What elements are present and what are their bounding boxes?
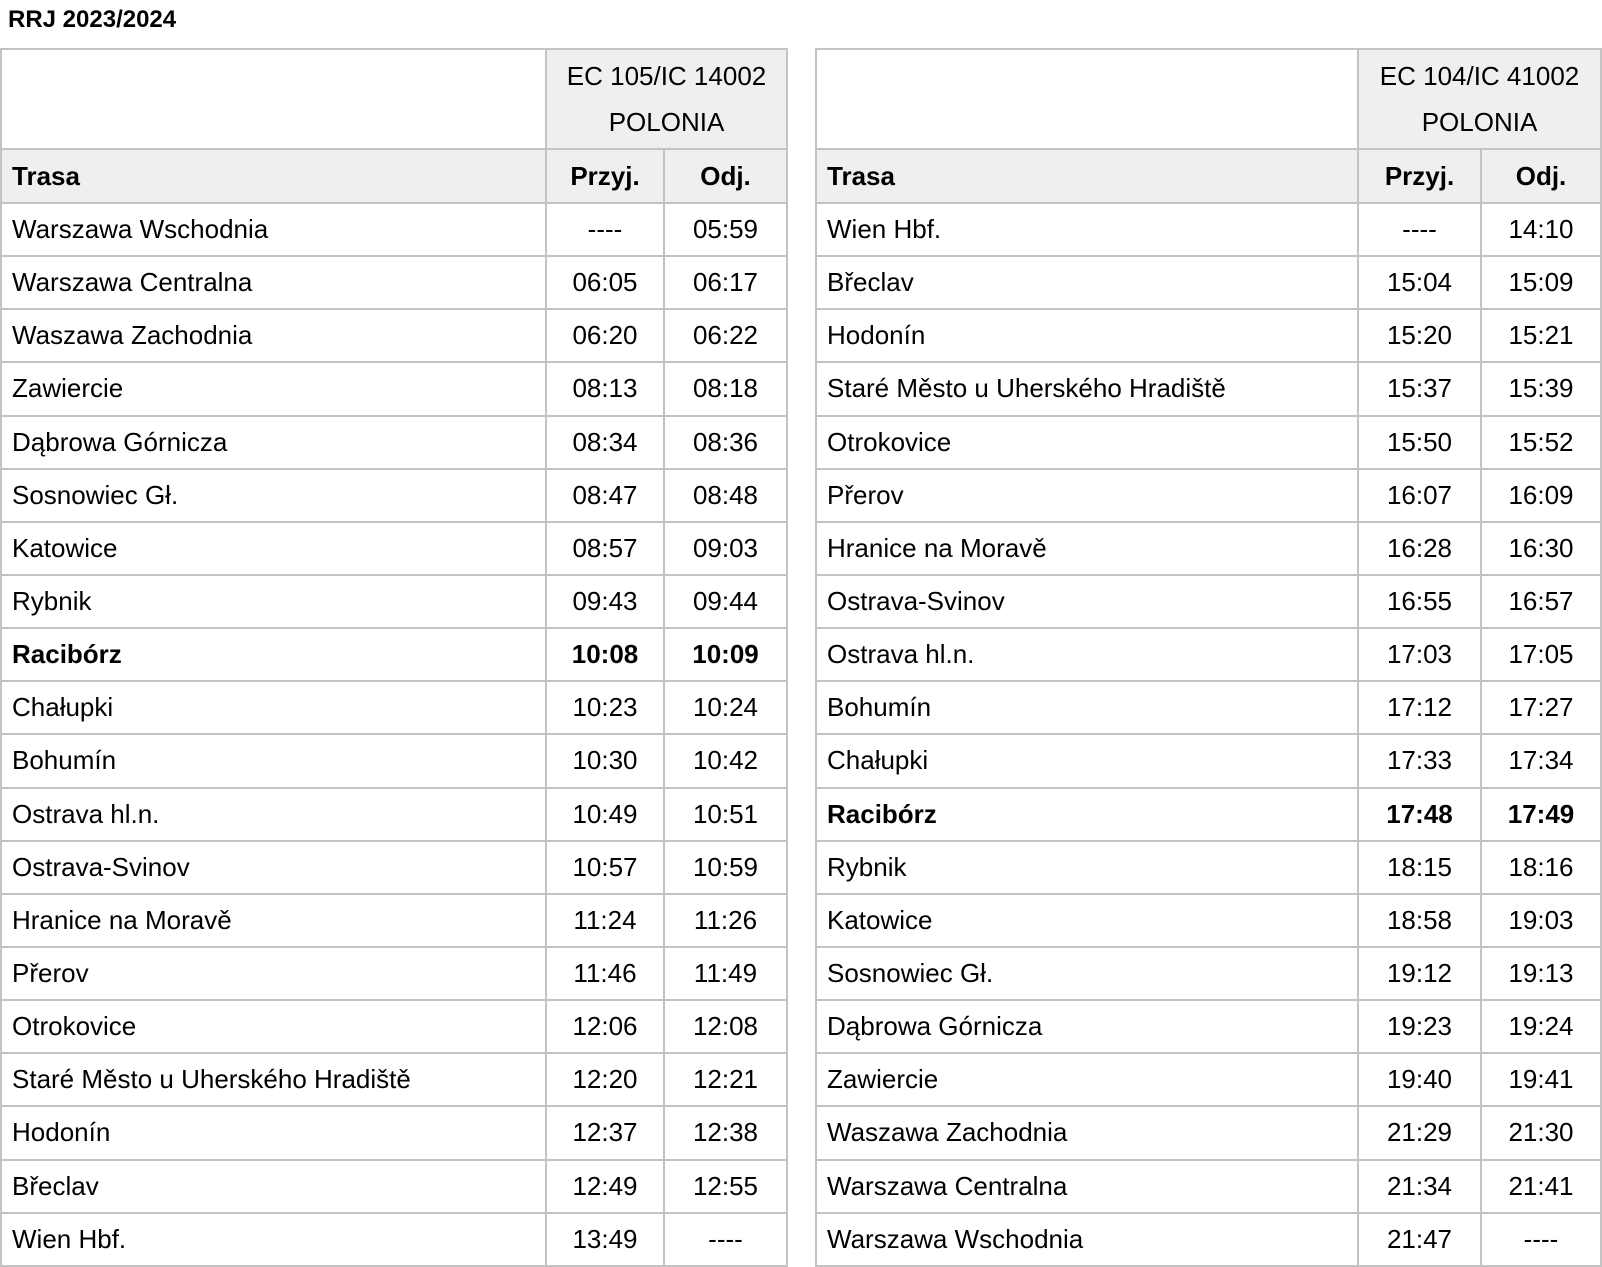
departure-cell: 09:03: [664, 522, 787, 575]
station-cell: Warszawa Wschodnia: [816, 1213, 1358, 1266]
station-row: [816, 681, 1601, 734]
departure-cell: 15:39: [1481, 362, 1601, 415]
departure-cell: 10:24: [664, 681, 787, 734]
departure-cell: 10:42: [664, 734, 787, 787]
station-row: [816, 947, 1601, 1000]
departure-column-header: Odj.: [664, 149, 787, 203]
departure-cell: 10:59: [664, 841, 787, 894]
departure-cell: 17:49: [1481, 788, 1601, 841]
station-cell: Racibórz: [1, 628, 546, 681]
route-column-header: Trasa: [1, 149, 546, 203]
departure-cell: 17:27: [1481, 681, 1601, 734]
station-row: [1, 841, 787, 894]
station-cell: Warszawa Centralna: [1, 256, 546, 309]
station-row: [1, 788, 787, 841]
departure-cell: 10:51: [664, 788, 787, 841]
departure-cell: 09:44: [664, 575, 787, 628]
station-row: [816, 522, 1601, 575]
station-row: [1, 734, 787, 787]
station-cell: Wien Hbf.: [1, 1213, 546, 1266]
arrival-cell: 18:58: [1358, 894, 1481, 947]
station-cell: Zawiercie: [1, 362, 546, 415]
arrival-cell: 15:37: [1358, 362, 1481, 415]
timetable-return: [815, 48, 1602, 1267]
arrival-cell: 16:07: [1358, 469, 1481, 522]
station-row: [816, 575, 1601, 628]
station-cell: Dąbrowa Górnicza: [1, 416, 546, 469]
departure-cell: 19:24: [1481, 1000, 1601, 1053]
arrival-cell: 10:08: [546, 628, 664, 681]
train-header-row: [816, 49, 1601, 149]
arrival-cell: 06:05: [546, 256, 664, 309]
arrival-cell: 21:34: [1358, 1160, 1481, 1213]
arrival-cell: 10:49: [546, 788, 664, 841]
station-cell: Břeclav: [1, 1160, 546, 1213]
arrival-cell: 17:03: [1358, 628, 1481, 681]
station-cell: Rybnik: [816, 841, 1358, 894]
station-cell: Staré Město u Uherského Hradiště: [816, 362, 1358, 415]
departure-cell: 15:09: [1481, 256, 1601, 309]
station-row: [1, 947, 787, 1000]
station-cell: Zawiercie: [816, 1053, 1358, 1106]
arrival-cell: 12:06: [546, 1000, 664, 1053]
departure-cell: 19:03: [1481, 894, 1601, 947]
arrival-cell: 12:20: [546, 1053, 664, 1106]
timetable-outbound: [0, 48, 788, 1267]
station-cell: Waszawa Zachodnia: [1, 309, 546, 362]
station-cell: Rybnik: [1, 575, 546, 628]
station-row: [1, 1000, 787, 1053]
arrival-cell: 13:49: [546, 1213, 664, 1266]
station-cell: Ostrava-Svinov: [1, 841, 546, 894]
station-row: [816, 469, 1601, 522]
arrival-cell: 08:57: [546, 522, 664, 575]
station-cell: Staré Město u Uherského Hradiště: [1, 1053, 546, 1106]
departure-cell: 16:30: [1481, 522, 1601, 575]
blank-spacer: [1, 49, 546, 149]
station-cell: Waszawa Zachodnia: [816, 1106, 1358, 1159]
station-cell: Břeclav: [816, 256, 1358, 309]
station-row: [1, 1053, 787, 1106]
station-row: [816, 894, 1601, 947]
departure-cell: 05:59: [664, 203, 787, 256]
station-row: [1, 203, 787, 256]
arrival-column-header: Przyj.: [1358, 149, 1481, 203]
station-row: [1, 416, 787, 469]
arrival-cell: 15:04: [1358, 256, 1481, 309]
departure-cell: 17:34: [1481, 734, 1601, 787]
departure-cell: ----: [664, 1213, 787, 1266]
station-row: [816, 841, 1601, 894]
station-row: [816, 628, 1601, 681]
arrival-cell: 15:50: [1358, 416, 1481, 469]
departure-cell: 06:17: [664, 256, 787, 309]
station-row: [816, 362, 1601, 415]
departure-cell: 11:26: [664, 894, 787, 947]
station-cell: Chałupki: [1, 681, 546, 734]
station-row: [1, 362, 787, 415]
station-cell: Ostrava hl.n.: [816, 628, 1358, 681]
train-header: [1358, 49, 1601, 149]
station-cell: Katowice: [816, 894, 1358, 947]
train-name: POLONIA: [608, 107, 725, 137]
station-cell: Sosnowiec Gł.: [816, 947, 1358, 1000]
arrival-cell: 16:28: [1358, 522, 1481, 575]
arrival-cell: 15:20: [1358, 309, 1481, 362]
arrival-cell: 10:57: [546, 841, 664, 894]
station-row: [1, 894, 787, 947]
station-cell: Ostrava hl.n.: [1, 788, 546, 841]
station-row: [816, 1053, 1601, 1106]
station-cell: Warszawa Wschodnia: [1, 203, 546, 256]
arrival-cell: 08:47: [546, 469, 664, 522]
station-cell: Přerov: [1, 947, 546, 1000]
arrival-column-header: Przyj.: [546, 149, 664, 203]
arrival-cell: 10:23: [546, 681, 664, 734]
arrival-cell: 08:13: [546, 362, 664, 415]
station-cell: Sosnowiec Gł.: [1, 469, 546, 522]
departure-cell: 15:21: [1481, 309, 1601, 362]
departure-cell: 10:09: [664, 628, 787, 681]
arrival-cell: 19:40: [1358, 1053, 1481, 1106]
arrival-cell: ----: [1358, 203, 1481, 256]
arrival-cell: 12:49: [546, 1160, 664, 1213]
arrival-cell: 09:43: [546, 575, 664, 628]
arrival-cell: 11:24: [546, 894, 664, 947]
arrival-cell: 19:23: [1358, 1000, 1481, 1053]
station-row: [816, 1000, 1601, 1053]
station-cell: Chałupki: [816, 734, 1358, 787]
departure-cell: 17:05: [1481, 628, 1601, 681]
station-row: [816, 1106, 1601, 1159]
departure-cell: 12:08: [664, 1000, 787, 1053]
station-row: [1, 681, 787, 734]
arrival-cell: 18:15: [1358, 841, 1481, 894]
departure-cell: 11:49: [664, 947, 787, 1000]
station-row: [1, 575, 787, 628]
station-row: [1, 522, 787, 575]
departure-cell: 12:55: [664, 1160, 787, 1213]
arrival-cell: 19:12: [1358, 947, 1481, 1000]
column-header-row: [816, 149, 1601, 203]
departure-cell: 08:36: [664, 416, 787, 469]
station-cell: Racibórz: [816, 788, 1358, 841]
station-row: [816, 734, 1601, 787]
station-row: [1, 1160, 787, 1213]
station-row: [1, 1213, 787, 1266]
station-row: [816, 788, 1601, 841]
station-row: [816, 1213, 1601, 1266]
departure-cell: 15:52: [1481, 416, 1601, 469]
arrival-cell: 10:30: [546, 734, 664, 787]
arrival-cell: 12:37: [546, 1106, 664, 1159]
departure-cell: 16:09: [1481, 469, 1601, 522]
station-cell: Katowice: [1, 522, 546, 575]
departure-cell: 21:41: [1481, 1160, 1601, 1213]
arrival-cell: 17:48: [1358, 788, 1481, 841]
station-row: [1, 469, 787, 522]
station-cell: Bohumín: [1, 734, 546, 787]
station-cell: Bohumín: [816, 681, 1358, 734]
station-row: [1, 1106, 787, 1159]
arrival-cell: ----: [546, 203, 664, 256]
train-name: POLONIA: [1421, 107, 1538, 137]
departure-cell: 16:57: [1481, 575, 1601, 628]
blank-spacer: [816, 49, 1358, 149]
departure-cell: 21:30: [1481, 1106, 1601, 1159]
station-rows: [816, 203, 1601, 1266]
train-number: EC 105/IC 14002: [566, 61, 767, 91]
arrival-cell: 16:55: [1358, 575, 1481, 628]
arrival-cell: 11:46: [546, 947, 664, 1000]
station-cell: Hodonín: [1, 1106, 546, 1159]
arrival-cell: 17:12: [1358, 681, 1481, 734]
station-row: [1, 309, 787, 362]
departure-cell: ----: [1481, 1213, 1601, 1266]
route-column-header: Trasa: [816, 149, 1358, 203]
departure-cell: 14:10: [1481, 203, 1601, 256]
station-row: [816, 256, 1601, 309]
station-rows: [1, 203, 787, 1266]
arrival-cell: 21:29: [1358, 1106, 1481, 1159]
station-cell: Ostrava-Svinov: [816, 575, 1358, 628]
station-row: [816, 309, 1601, 362]
station-cell: Dąbrowa Górnicza: [816, 1000, 1358, 1053]
train-header: [546, 49, 787, 149]
page-title: RRJ 2023/2024: [8, 6, 177, 33]
station-cell: Hodonín: [816, 309, 1358, 362]
station-cell: Otrokovice: [1, 1000, 546, 1053]
station-cell: Přerov: [816, 469, 1358, 522]
departure-cell: 08:18: [664, 362, 787, 415]
station-row: [816, 1160, 1601, 1213]
arrival-cell: 21:47: [1358, 1213, 1481, 1266]
station-cell: Hranice na Moravě: [1, 894, 546, 947]
departure-cell: 12:38: [664, 1106, 787, 1159]
departure-cell: 12:21: [664, 1053, 787, 1106]
train-header-row: [1, 49, 787, 149]
station-cell: Warszawa Centralna: [816, 1160, 1358, 1213]
departure-cell: 08:48: [664, 469, 787, 522]
station-row: [1, 628, 787, 681]
departure-cell: 19:41: [1481, 1053, 1601, 1106]
arrival-cell: 06:20: [546, 309, 664, 362]
station-cell: Wien Hbf.: [816, 203, 1358, 256]
departure-cell: 18:16: [1481, 841, 1601, 894]
departure-cell: 19:13: [1481, 947, 1601, 1000]
station-cell: Hranice na Moravě: [816, 522, 1358, 575]
departure-cell: 06:22: [664, 309, 787, 362]
arrival-cell: 08:34: [546, 416, 664, 469]
station-cell: Otrokovice: [816, 416, 1358, 469]
train-number: EC 104/IC 41002: [1379, 61, 1580, 91]
departure-column-header: Odj.: [1481, 149, 1601, 203]
station-row: [1, 256, 787, 309]
station-row: [816, 416, 1601, 469]
station-row: [816, 203, 1601, 256]
arrival-cell: 17:33: [1358, 734, 1481, 787]
column-header-row: [1, 149, 787, 203]
